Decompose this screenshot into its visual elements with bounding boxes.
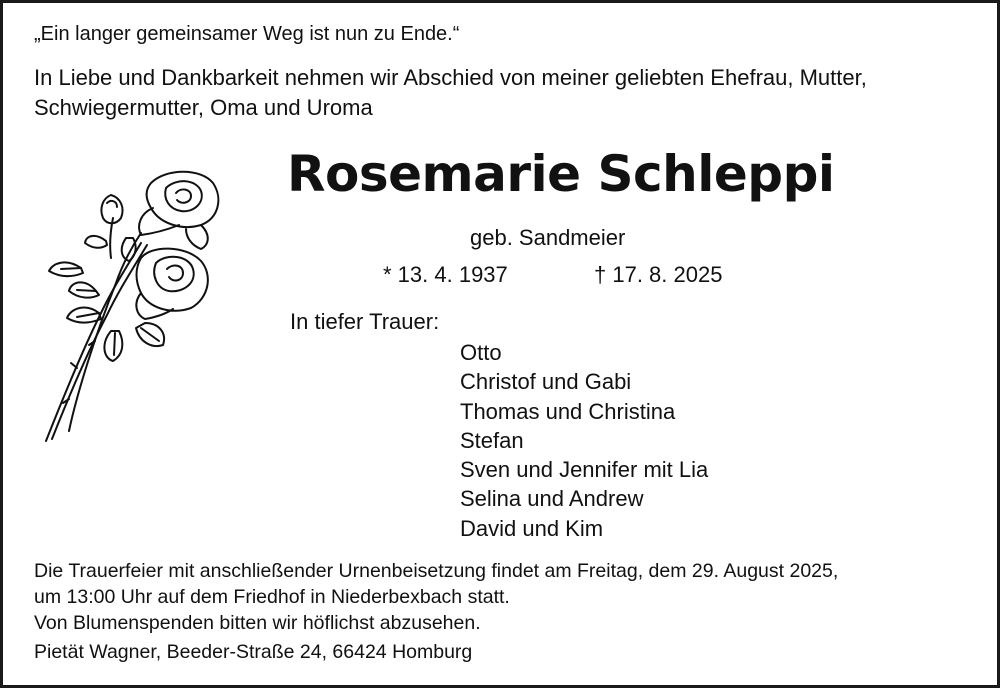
mourner-item: Stefan	[460, 427, 524, 453]
service-line: Die Trauerfeier mit anschließender Urnenbeisetzung findet am Freitag, dem 29. August 2025,	[34, 560, 839, 582]
mourner-item: Otto	[460, 340, 502, 365]
intro-text: In Liebe und Dankbarkeit nehmen wir Abschied von meiner geliebten Ehefrau, Mutter, Schwiegermutter, Oma und Uroma	[34, 65, 867, 120]
deceased-name: Rosemarie Schleppi	[287, 145, 835, 203]
mourner-item: Thomas und Christina	[460, 398, 676, 424]
rose-icon	[41, 163, 231, 448]
undertaker-address: Pietät Wagner, Beeder-Straße 24, 66424 Homburg	[34, 641, 473, 663]
death-date: † 17. 8. 2025	[594, 262, 723, 287]
mourner-item: Selina und Andrew	[460, 486, 644, 512]
birth-date: * 13. 4. 1937	[383, 262, 508, 287]
mourner-item: David und Kim	[460, 515, 604, 541]
opening-quote: „Ein langer gemeinsamer Weg ist nun zu Ende.“	[34, 23, 460, 45]
service-line: Von Blumenspenden bitten wir höflichst abzusehen.	[34, 612, 481, 634]
mourning-label: In tiefer Trauer:	[290, 309, 440, 334]
service-info	[34, 558, 964, 636]
mourner-item: Christof und Gabi	[460, 369, 632, 395]
mourners-list	[460, 338, 708, 543]
maiden-name: geb. Sandmeier	[470, 225, 626, 250]
mourner-item: Sven und Jennifer mit Lia	[460, 457, 709, 483]
service-line: um 13:00 Uhr auf dem Friedhof in Niederbexbach statt.	[34, 586, 510, 608]
